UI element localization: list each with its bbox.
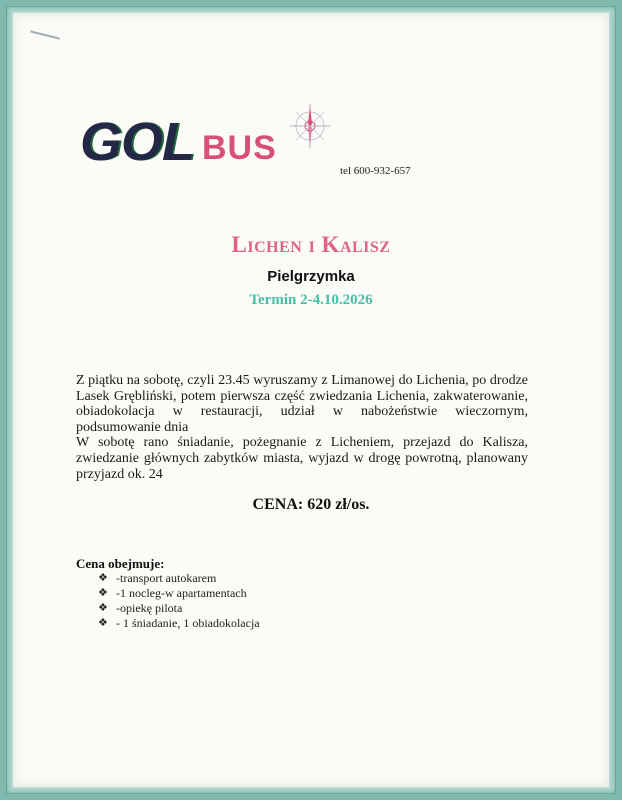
diamond-bullet-icon: ❖ [98,602,108,614]
description-paragraph-day1: Z piątku na sobotę, czyli 23.45 wyruszamy z Limanowej do Lichenia, po drodze Lasek Grębliński, potem pierwsza część zwiedzania Lichenia, zakwaterowanie, obiadokolacja w restauracji, udział w nabożeństwie wieczornym, podsumowanie dnia [76,373,528,435]
description-paragraph-day2: W sobotę rano śniadanie, pożegnanie z Licheniem, przejazd do Kalisza, zwiedzanie głównych zabytków miasta, wyjazd w drogę powrotną, planowany przyjazd ok. 24 [76,435,528,482]
trip-date: Termin 2-4.10.2026 [249,292,373,308]
list-item: ❖ -1 nocleg-w apartamentach [98,586,247,600]
diamond-bullet-icon: ❖ [98,572,108,584]
includes-list [98,571,260,631]
logo-gol-text: GOL [80,112,194,172]
phone-number: tel 600-932-657 [340,165,411,177]
price: CENA: 620 zł/os. [252,496,370,513]
diamond-bullet-icon: ❖ [98,617,108,629]
list-item: ❖ -opiekę pilota [98,601,183,615]
trip-description [76,373,528,482]
compass-icon [284,98,336,160]
trip-title: Lichen i Kalisz [231,232,391,257]
diamond-bullet-icon: ❖ [98,587,108,599]
trip-subtitle: Pielgrzymka [267,268,355,285]
list-item: ❖ - 1 śniadanie, 1 obiadokolacja [98,616,260,630]
includes-heading: Cena obejmuje: [76,556,165,571]
list-item: ❖ -transport autokarem [98,571,217,585]
logo-bus-text: BUS [202,129,277,167]
